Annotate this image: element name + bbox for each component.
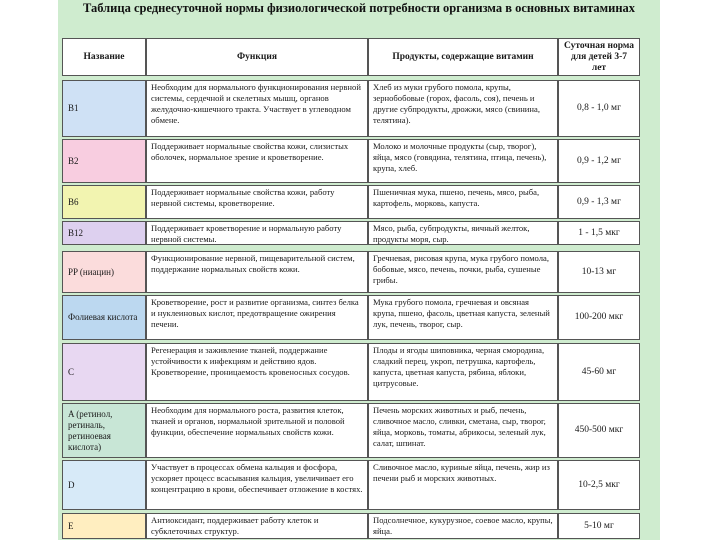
norm-folic-acid: 100-200 мкг: [558, 295, 640, 340]
function-b6: Поддерживает нормальные свойства кожи, работу нервной системы, кроветворение.: [146, 185, 368, 219]
vitamin-name-c: C: [62, 343, 146, 401]
header-name: Название: [62, 38, 146, 76]
norm-b1: 0,8 - 1,0 мг: [558, 80, 640, 137]
products-d: Сливочное масло, куриные яйца, печень, жир из печени рыб и морских животных.: [368, 460, 558, 510]
function-b2: Поддерживает нормальные свойства кожи, слизистых оболочек, нормальное зрение и кроветворение.: [146, 139, 368, 183]
vitamin-name-b12: B12: [62, 221, 146, 245]
vitamin-name-b2: B2: [62, 139, 146, 183]
header-function: Функция: [146, 38, 368, 76]
vitamin-name-a: A (ретинол, ретиналь, ретиноевая кислота): [62, 403, 146, 458]
vitamin-name-e: E: [62, 513, 146, 539]
products-b2: Молоко и молочные продукты (сыр, творог), яйца, мясо (говядина, телятина, птица, печень), крупа, хлеб.: [368, 139, 558, 183]
norm-e: 5-10 мг: [558, 513, 640, 539]
header-products: Продукты, содержащие витамин: [368, 38, 558, 76]
vitamin-name-d: D: [62, 460, 146, 510]
function-b12: Поддерживает кроветворение и нормальную работу нервной системы.: [146, 221, 368, 245]
function-d: Участвует в процессах обмена кальция и фосфора, ускоряет процесс всасывания кальция, увеличивает его концентрацию в крови, обеспечивает отложение в костях.: [146, 460, 368, 510]
function-c: Регенерация и заживление тканей, поддержание устойчивости к инфекциям и действию ядов. Кроветворение, проницаемость кровеносных сосудов.: [146, 343, 368, 401]
vitamin-name-b1: B1: [62, 80, 146, 137]
products-c: Плоды и ягоды шиповника, черная смородина, сладкий перец, укроп, петрушка, картофель, капуста, цветная капуста, рябина, яблоки, цитрусовые.: [368, 343, 558, 401]
norm-b12: 1 - 1,5 мкг: [558, 221, 640, 245]
vitamin-name-folic-acid: Фолиевая кислота: [62, 295, 146, 340]
vitamin-name-b6: B6: [62, 185, 146, 219]
norm-b6: 0,9 - 1,3 мг: [558, 185, 640, 219]
products-b6: Пшеничная мука, пшено, печень, мясо, рыба, картофель, морковь, капуста.: [368, 185, 558, 219]
function-e: Антиоксидант, поддерживает работу клеток и субклеточных структур.: [146, 513, 368, 539]
page-title: Таблица среднесуточной нормы физиологической потребности организма в основных витаминах: [82, 1, 636, 15]
products-b12: Мясо, рыба, субпродукты, яичный желток, продукты моря, сыр.: [368, 221, 558, 245]
products-pp: Гречневая, рисовая крупа, мука грубого помола, бобовые, мясо, печень, почки, рыба, сушеные грибы.: [368, 251, 558, 293]
norm-a: 450-500 мкг: [558, 403, 640, 458]
products-b1: Хлеб из муки грубого помола, крупы, зернобобовые (горох, фасоль, соя), печень и другие субпродукты, дрожжи, мясо (свинина, телятина).: [368, 80, 558, 137]
vitamin-name-pp: PP (ниацин): [62, 251, 146, 293]
function-pp: Функционирование нервной, пищеварительной систем, поддержание нормальных свойств кожи.: [146, 251, 368, 293]
norm-c: 45-60 мг: [558, 343, 640, 401]
products-e: Подсолнечное, кукурузное, соевое масло, крупы, яйца.: [368, 513, 558, 539]
norm-pp: 10-13 мг: [558, 251, 640, 293]
products-a: Печень морских животных и рыб, печень, сливочное масло, сливки, сметана, сыр, творог, яйца, морковь, томаты, абрикосы, зеленый лук, салат, шпинат.: [368, 403, 558, 458]
header-daily-norm: Суточная норма для детей 3-7 лет: [558, 38, 640, 76]
function-folic-acid: Кроветворение, рост и развитие организма, синтез белка и нуклеиновых кислот, предотвращение ожирения печени.: [146, 295, 368, 340]
function-a: Необходим для нормального роста, развития клеток, тканей и органов, нормальной зрительной и половой функции, обеспечение нормальных свойств кожи.: [146, 403, 368, 458]
norm-b2: 0,9 - 1,2 мг: [558, 139, 640, 183]
function-b1: Необходим для нормального функционирования нервной системы, сердечной и скелетных мышц, органов желудочно-кишечного тракта. Участвует в углеводном обмене.: [146, 80, 368, 137]
products-folic-acid: Мука грубого помола, гречневая и овсяная крупа, пшено, фасоль, цветная капуста, зеленый лук, печень, творог, сыр.: [368, 295, 558, 340]
norm-d: 10-2,5 мкг: [558, 460, 640, 510]
